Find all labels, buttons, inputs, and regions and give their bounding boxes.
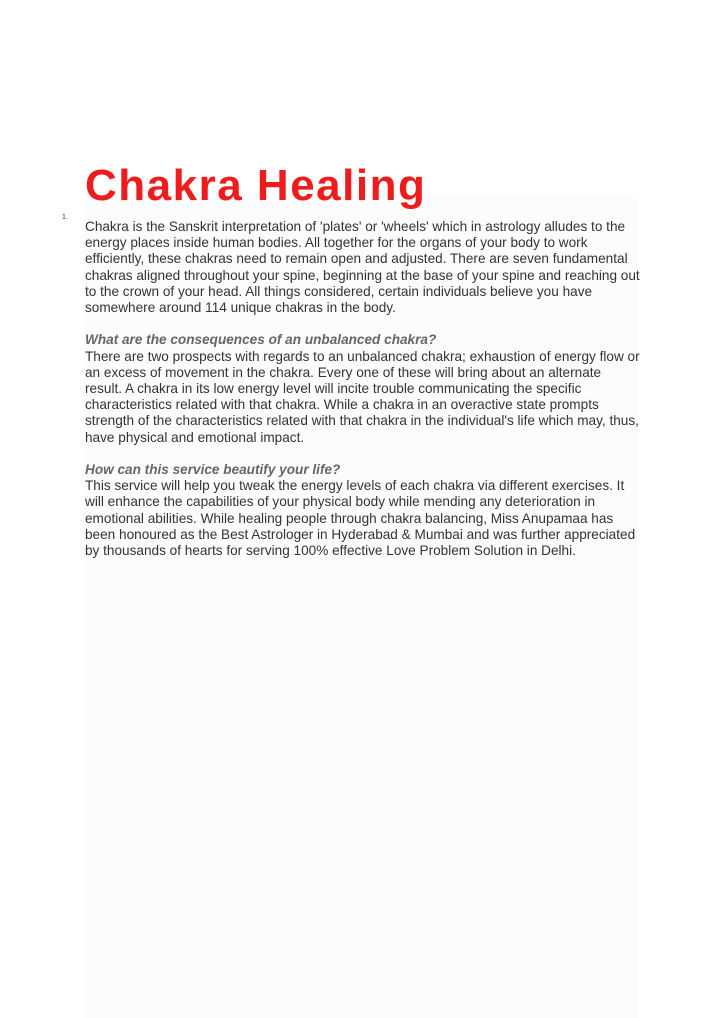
section-answer-2: This service will help you tweak the energy levels of each chakra via different exercises. It will enhance the capabilities of your physical body while mending any deterioration in emotional abilities. While healing people through chakra balancing, Miss Anupamaa has been honoured as the Best Astrologer in Hyderabad & Mumbai and was further appreciated by thousands of hearts for serving 100% effective Love Problem Solution in Delhi. [85, 478, 636, 559]
section-question-1: What are the consequences of an unbalanced chakra? [85, 332, 437, 348]
intro-paragraph: Chakra is the Sanskrit interpretation of 'plates' or 'wheels' which in astrology alludes to the energy places inside human bodies. All together for the organs of your body to work efficiently, these chakras need to remain open and adjusted. There are seven fundamental chakras aligned throughout your spine, beginning at the base of your spine and reaching out to the crown of your head. All things considered, certain individuals believe you have somewhere around 114 unique chakras in the body. [85, 219, 640, 316]
article-body [85, 219, 641, 559]
paragraph-spacer [85, 316, 641, 332]
section-answer-1: There are two prospects with regards to an unbalanced chakra; exhaustion of energy flow or an excess of movement in the chakra. Every one of these will bring about an alternate result. A chakra in its low energy level will incite trouble communicating the specific characteristics related with that chakra. While a chakra in an overactive state prompts strength of the characteristics related with that chakra in the individual's life which may, thus, have physical and emotional impact. [85, 348, 640, 445]
paragraph-spacer [85, 446, 641, 462]
page-title: Chakra Healing [85, 161, 427, 210]
section-question-2: How can this service beautify your life? [85, 462, 341, 478]
list-marker: 1. [62, 214, 68, 221]
